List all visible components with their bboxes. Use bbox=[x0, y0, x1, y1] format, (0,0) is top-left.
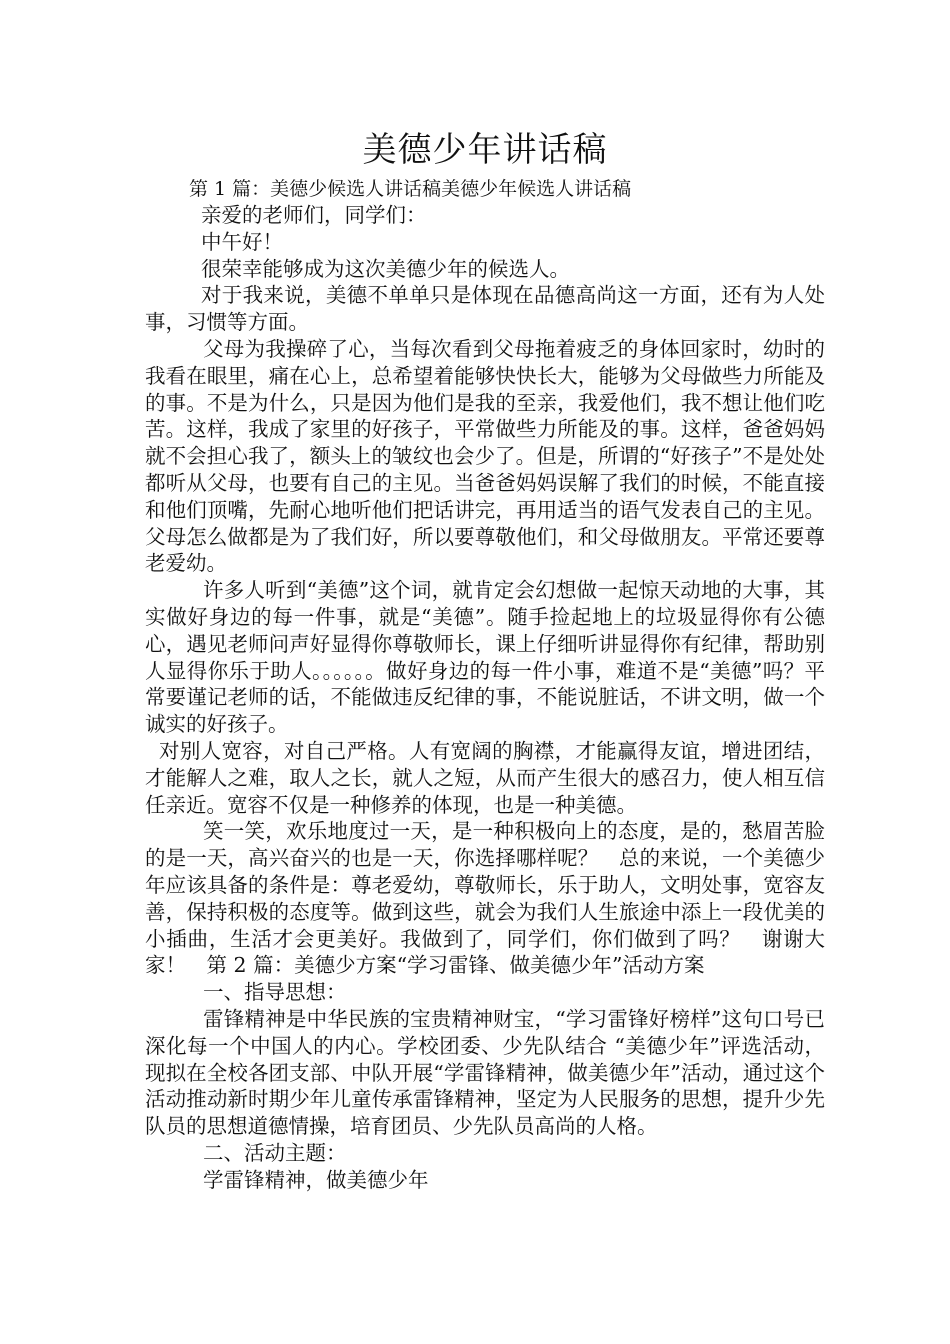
paragraph-parents: 父母为我操碎了心，当每次看到父母拖着疲乏的身体回家时，幼时的我看在眼里，痛在心上，总希望着能够快快长大，能够为父母做些力所能及的事。不是为什么，只是因为他们是我的至亲，我爱他们，我不想让他们吃苦。这样，我成了家里的好孩子，平常做些力所能及的事。这样，爸爸妈妈就不会担心我了，额头上的皱纹也会少了。但是，所谓的“好孩子”不是处处都听从父母，也要有自己的主见。当爸爸妈妈误解了我们的时候，不能直接和他们顶嘴，先耐心地听他们把话讲完，再用适当的语气发表自己的主见。父母怎么做都是为了我们好，所以要尊敬他们，和父母做朋友。平常还要尊老爱幼。 bbox=[145, 336, 825, 576]
paragraph-good-noon: 中午好！ bbox=[201, 229, 283, 254]
heading-activity-theme: 二、活动主题： bbox=[203, 1140, 347, 1165]
paragraph-activity-theme: 学雷锋精神，做美德少年 bbox=[203, 1167, 429, 1192]
document-title: 美德少年讲话稿 bbox=[362, 130, 608, 170]
paragraph-smile: 笑一笑，欢乐地度过一天，是一种积极向上的态度，是的，愁眉苦脸的是一天，高兴奋兴的也是一天，你选择哪样呢？ 总的来说，一个美德少年应该具备的条件是：尊老爱幼，尊敬师长，乐于助人，文明处事，宽容友善，保持积极的态度等。做到这些，就会为我们人生旅途中添上一段优美的小插曲，生活才会更美好。我做到了，同学们，你们做到了吗？ 谢谢大家！ 第 2 篇：美德少方案“学习雷锋、做美德少年”活动方案 bbox=[145, 819, 825, 978]
paragraph-honor: 很荣幸能够成为这次美德少年的候选人。 bbox=[201, 256, 570, 281]
document-subtitle: 第 1 篇：美德少候选人讲话稿美德少年候选人讲话稿 bbox=[189, 178, 632, 200]
paragraph-small-things: 许多人听到“美德”这个词，就肯定会幻想做一起惊天动地的大事，其实做好身边的每一件事，就是“美德”。随手捡起地上的垃圾显得你有公德心，遇见老师问声好显得你尊敬师长，课上仔细听讲显得你有纪律，帮助别人显得你乐于助人。。。。。。做好身边的每一件小事，难道不是“美德”吗？平常要谨记老师的话，不能做违反纪律的事，不能说脏话，不讲文明，做一个诚实的好孩子。 bbox=[145, 578, 825, 737]
document-page bbox=[145, 128, 825, 1193]
paragraph-virtue-meaning: 对于我来说，美德不单单只是体现在品德高尚这一方面，还有为人处事，习惯等方面。 bbox=[145, 283, 825, 335]
paragraph-greeting: 亲爱的老师们，同学们： bbox=[201, 203, 427, 227]
heading-guiding-ideology: 一、指导思想： bbox=[203, 980, 347, 1005]
paragraph-tolerance: 对别人宽容，对自己严格。人有宽阔的胸襟，才能赢得友谊，增进团结，才能解人之难，取人之长，就人之短，从而产生很大的感召力，使人相互信任亲近。宽容不仅是一种修养的体现，也是一种美德。 bbox=[145, 738, 825, 817]
paragraph-leifeng-spirit: 雷锋精神是中华民族的宝贵精神财宝，“学习雷锋好榜样”这句口号已深化每一个中国人的内心。学校团委、少先队结合 “美德少年”评选活动，现拟在全校各团支部、中队开展“学雷锋精神，做美德少年”活动，通过这个活动推动新时期少年儿童传承雷锋精神，坚定为人民服务的思想，提升少先队员的思想道德情操，培育团员、少先队员高尚的人格。 bbox=[145, 1006, 825, 1139]
